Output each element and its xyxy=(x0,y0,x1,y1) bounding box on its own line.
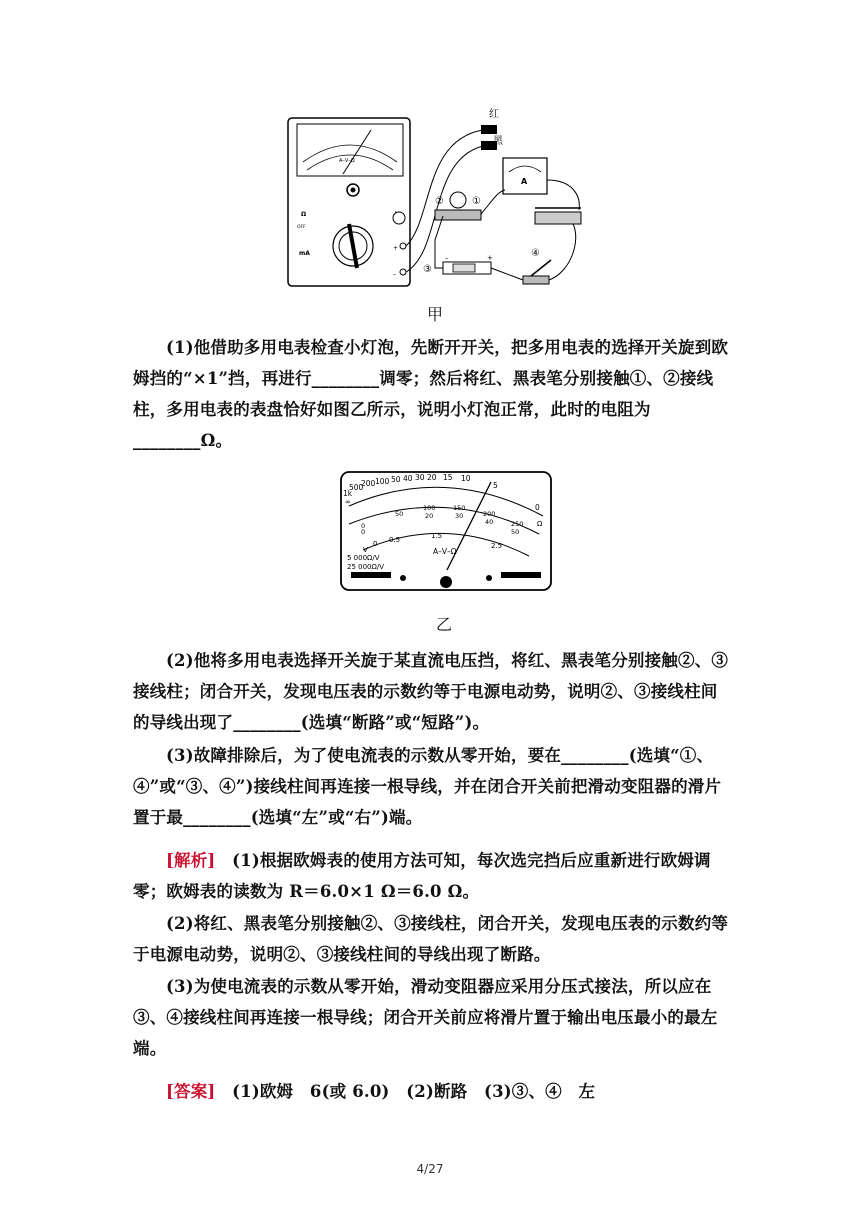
svg-text:0.5: 0.5 xyxy=(389,536,401,544)
svg-text:30: 30 xyxy=(455,512,464,520)
svg-text:250: 250 xyxy=(511,520,524,528)
question-3: (3)故障排除后，为了使电流表的示数从零开始，要在________(选填“①、④”或“③、④”)接线柱间再连接一根导线，并在闭合开关前把滑动变阻器的滑片置于最________(选填“左”或“右”)端。 xyxy=(133,746,722,827)
svg-text:0: 0 xyxy=(535,503,540,512)
answer-tag: [答案] xyxy=(166,1082,216,1101)
svg-text:0: 0 xyxy=(361,522,366,530)
svg-text:100: 100 xyxy=(423,504,436,512)
svg-text:500: 500 xyxy=(349,483,364,492)
ammeter xyxy=(503,158,547,194)
switch xyxy=(523,276,549,284)
svg-text:1k: 1k xyxy=(343,489,353,498)
svg-text:黑: 黑 xyxy=(493,136,503,147)
svg-text:200: 200 xyxy=(361,479,376,488)
svg-text:–: – xyxy=(445,254,449,262)
svg-text:200: 200 xyxy=(483,510,496,518)
svg-text:A–V–Ω: A–V–Ω xyxy=(433,547,457,556)
figure2-caption: 乙 xyxy=(435,615,452,634)
answer-text: (1)欧姆 6(或 6.0) (2)断路 (3)③、④ 左 xyxy=(232,1082,596,1101)
svg-text:50: 50 xyxy=(395,510,404,518)
svg-text:30: 30 xyxy=(415,473,425,482)
red-probe xyxy=(481,125,497,134)
question-2: (2)他将多用电表选择开关旋于某直流电压挡，将红、黑表笔分别接触②、③接线柱；闭合开关，发现电压表的示数约等于电源电动势，说明②、③接线柱间的导线出现了________(选填“断路”或“短路”)。 xyxy=(133,651,729,732)
svg-text:25 000Ω/V: 25 000Ω/V xyxy=(347,563,384,571)
svg-text:50: 50 xyxy=(391,475,401,484)
svg-text:20: 20 xyxy=(425,512,434,520)
svg-text:40: 40 xyxy=(403,474,413,483)
svg-text:mA: mA xyxy=(299,250,310,257)
svg-text:A–V–Ω: A–V–Ω xyxy=(339,158,355,164)
svg-text:0: 0 xyxy=(373,540,378,548)
svg-text:15: 15 xyxy=(443,473,453,482)
svg-text:5 000Ω/V: 5 000Ω/V xyxy=(347,554,380,562)
svg-text:20: 20 xyxy=(427,473,437,482)
svg-text:50: 50 xyxy=(511,528,520,536)
analysis-1 xyxy=(133,845,729,907)
svg-text:∞: ∞ xyxy=(345,498,351,506)
svg-text:②: ② xyxy=(435,196,444,207)
svg-text:③: ③ xyxy=(423,264,432,275)
svg-text:OFF: OFF xyxy=(297,225,306,230)
svg-text:+: + xyxy=(393,245,399,252)
analysis-2: (2)将红、黑表笔分别接触②、③接线柱，闭合开关，发现电压表的示数约等于电源电动势，说明②、③接线柱间的导线出现了断路。 xyxy=(133,914,729,964)
svg-text:0: 0 xyxy=(361,528,366,536)
page-number: 4/27 xyxy=(416,1162,444,1176)
svg-text:+: + xyxy=(487,254,493,262)
svg-text:100: 100 xyxy=(375,477,390,486)
figure1-caption: 甲 xyxy=(426,305,443,324)
svg-text:–: – xyxy=(393,271,396,278)
svg-text:40: 40 xyxy=(485,518,494,526)
meter-dial-figure xyxy=(339,470,553,592)
zero-adjust-knob xyxy=(440,576,452,588)
svg-text:10: 10 xyxy=(461,474,471,483)
svg-text:A: A xyxy=(521,177,528,186)
analysis-1-text: (1)根据欧姆表的使用方法可知，每次选完挡后应重新进行欧姆调零；欧姆表的读数为 R＝6.0×1 Ω＝6.0 Ω。 xyxy=(133,851,711,901)
svg-text:红: 红 xyxy=(489,109,499,120)
svg-text:Ω: Ω xyxy=(301,211,307,218)
svg-text:V: V xyxy=(363,546,368,554)
bulb xyxy=(450,192,466,208)
svg-text:④: ④ xyxy=(531,248,540,259)
analysis-3: (3)为使电流表的示数从零开始，滑动变阻器应采用分压式接法，所以应在③、④接线柱间再连接一根导线；闭合开关前应将滑片置于输出电压最小的最左端。 xyxy=(133,977,718,1058)
svg-text:5: 5 xyxy=(493,481,498,490)
svg-text:①: ① xyxy=(472,196,481,207)
answer xyxy=(133,1076,729,1107)
svg-text:1.5: 1.5 xyxy=(431,532,443,540)
svg-text:150: 150 xyxy=(453,504,466,512)
rheostat xyxy=(535,212,581,224)
svg-text:2.5: 2.5 xyxy=(491,542,503,550)
svg-text:Ω: Ω xyxy=(537,520,543,528)
question-1: (1)他借助多用电表检查小灯泡，先断开开关，把多用电表的选择开关旋到欧姆挡的“×1”挡，再进行________调零；然后将红、黑表笔分别接触①、②接线柱，多用电表的表盘恰好如图乙所示，说明小灯泡正常，此时的电阻为________Ω。 xyxy=(133,338,729,450)
analysis-tag: [解析] xyxy=(166,851,216,870)
circuit-figure xyxy=(283,100,583,290)
